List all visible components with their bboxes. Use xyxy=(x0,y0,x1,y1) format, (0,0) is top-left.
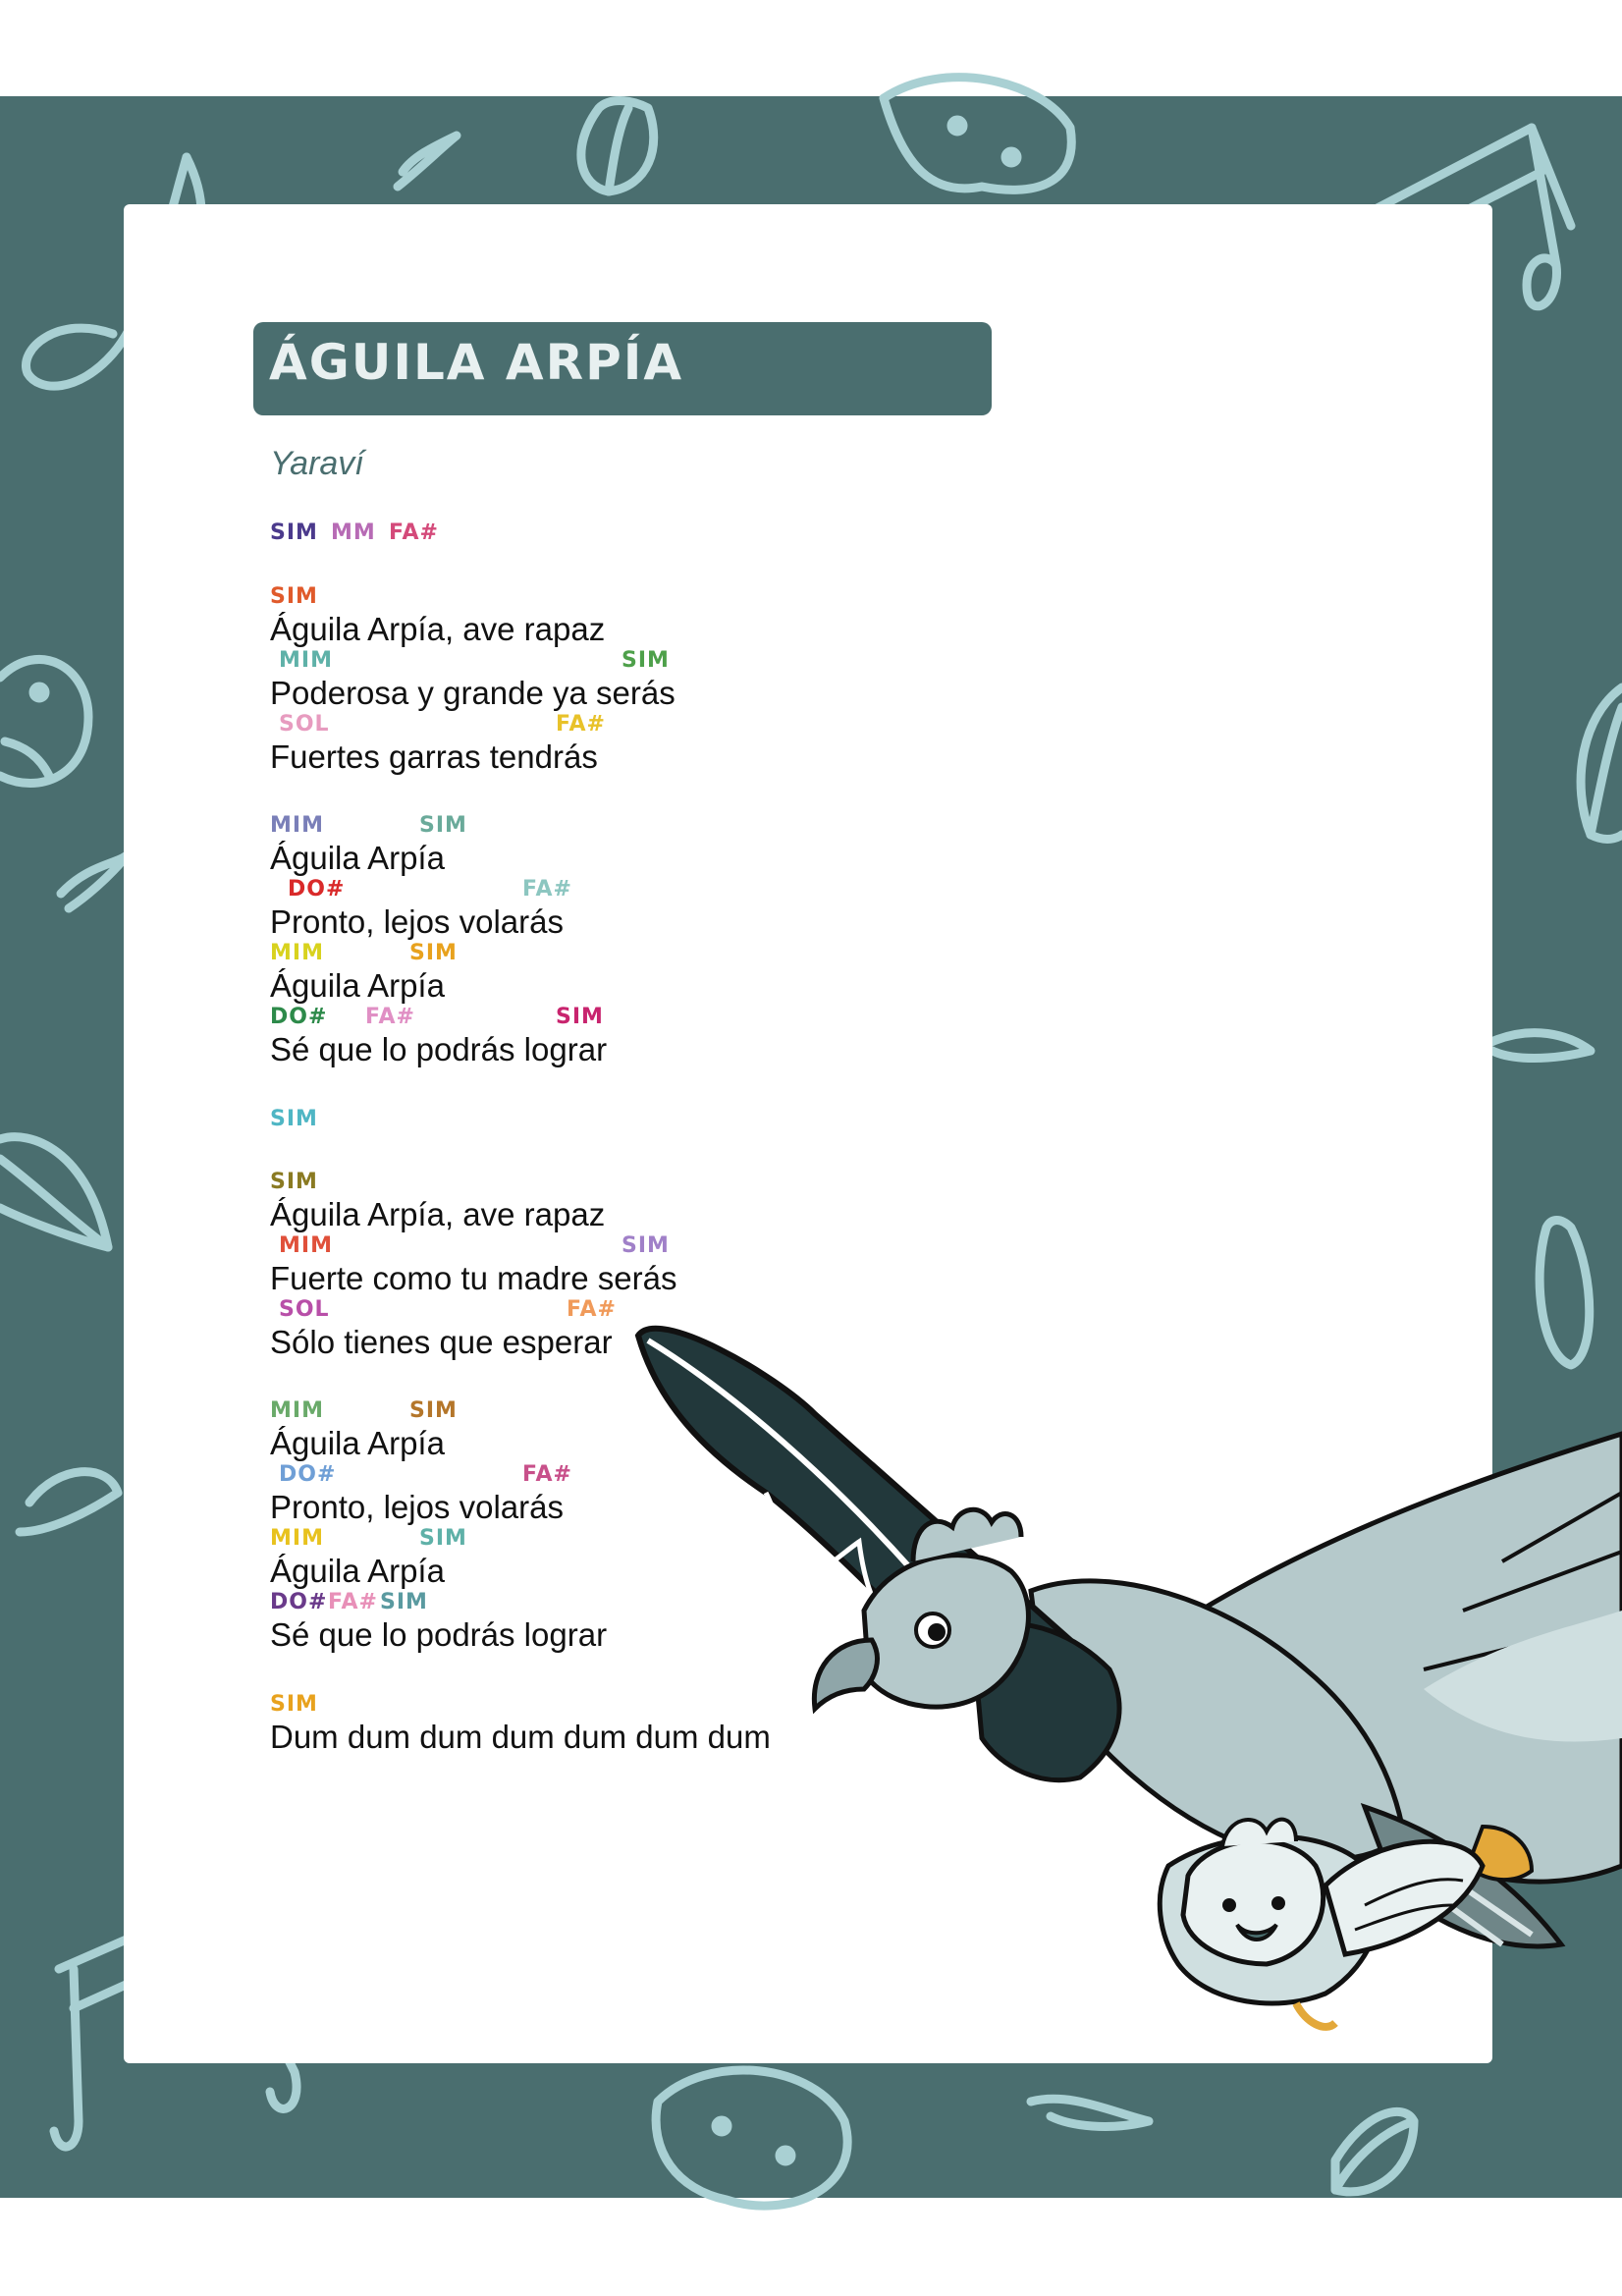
lyric-line: Águila Arpía, ave rapaz xyxy=(270,1196,606,1232)
chord-label: SOL xyxy=(279,712,330,737)
song-rhythm: Yaraví xyxy=(270,445,364,482)
lyric-line: Poderosa y grande ya serás xyxy=(270,675,676,711)
harpy-eagle-illustration xyxy=(619,1316,1622,2082)
lyric-line: Fuerte como tu madre serás xyxy=(270,1260,677,1296)
chord-label: DO# xyxy=(270,1590,328,1614)
chord-label: MIM xyxy=(279,1233,333,1258)
chord-label: SIM xyxy=(622,1233,670,1258)
chord-label: SIM xyxy=(380,1590,428,1614)
song-title: ÁGUILA ARPÍA xyxy=(269,334,684,391)
chord-label: DO# xyxy=(288,877,346,902)
lyric-line: Sólo tienes que esperar xyxy=(270,1324,613,1360)
lyric-line: Águila Arpía xyxy=(270,1425,445,1461)
lyric-line: Águila Arpía xyxy=(270,840,445,876)
intro-chord: SIM xyxy=(270,520,318,545)
chord-label: SIM xyxy=(556,1005,604,1029)
chord-label: SIM xyxy=(409,1398,458,1423)
chord-label: SIM xyxy=(419,813,467,838)
chord-label: SIM xyxy=(270,1170,318,1194)
chord-label: DO# xyxy=(270,1005,328,1029)
chord-label: FA# xyxy=(522,1462,572,1487)
chord-label: MIM xyxy=(270,813,324,838)
chord-label: FA# xyxy=(328,1590,378,1614)
chord-label: FA# xyxy=(556,712,606,737)
chord-label: DO# xyxy=(279,1462,337,1487)
lyric-line: Sé que lo podrás lograr xyxy=(270,1616,608,1653)
chord-label: MIM xyxy=(279,648,333,673)
chord-label: MIM xyxy=(270,1398,324,1423)
lyric-line: Pronto, lejos volarás xyxy=(270,1489,564,1525)
lyric-line: Dum dum dum dum dum dum dum xyxy=(270,1719,771,1755)
chord-label: SOL xyxy=(279,1297,330,1322)
lyric-line: Águila Arpía, ave rapaz xyxy=(270,611,606,647)
chord-label: MIM xyxy=(270,1526,324,1551)
chord-label: SIM xyxy=(622,648,670,673)
lyric-line: Sé que lo podrás lograr xyxy=(270,1031,608,1067)
lyric-line: Águila Arpía xyxy=(270,1553,445,1589)
chord-label: SIM xyxy=(419,1526,467,1551)
chord-label: SIM xyxy=(270,584,318,609)
lyric-line: Pronto, lejos volarás xyxy=(270,903,564,940)
chord-label: SIM xyxy=(270,1692,318,1717)
chord-label: FA# xyxy=(567,1297,617,1322)
chord-label: FA# xyxy=(365,1005,415,1029)
intro-chord: FA# xyxy=(389,520,439,545)
chord-label: SIM xyxy=(409,941,458,965)
intro-chord: MM xyxy=(331,520,376,545)
chord-label: SIM xyxy=(270,1107,318,1131)
chord-label: MIM xyxy=(270,941,324,965)
lyric-line: Fuertes garras tendrás xyxy=(270,738,598,775)
lyric-line: Águila Arpía xyxy=(270,967,445,1004)
chord-label: FA# xyxy=(522,877,572,902)
